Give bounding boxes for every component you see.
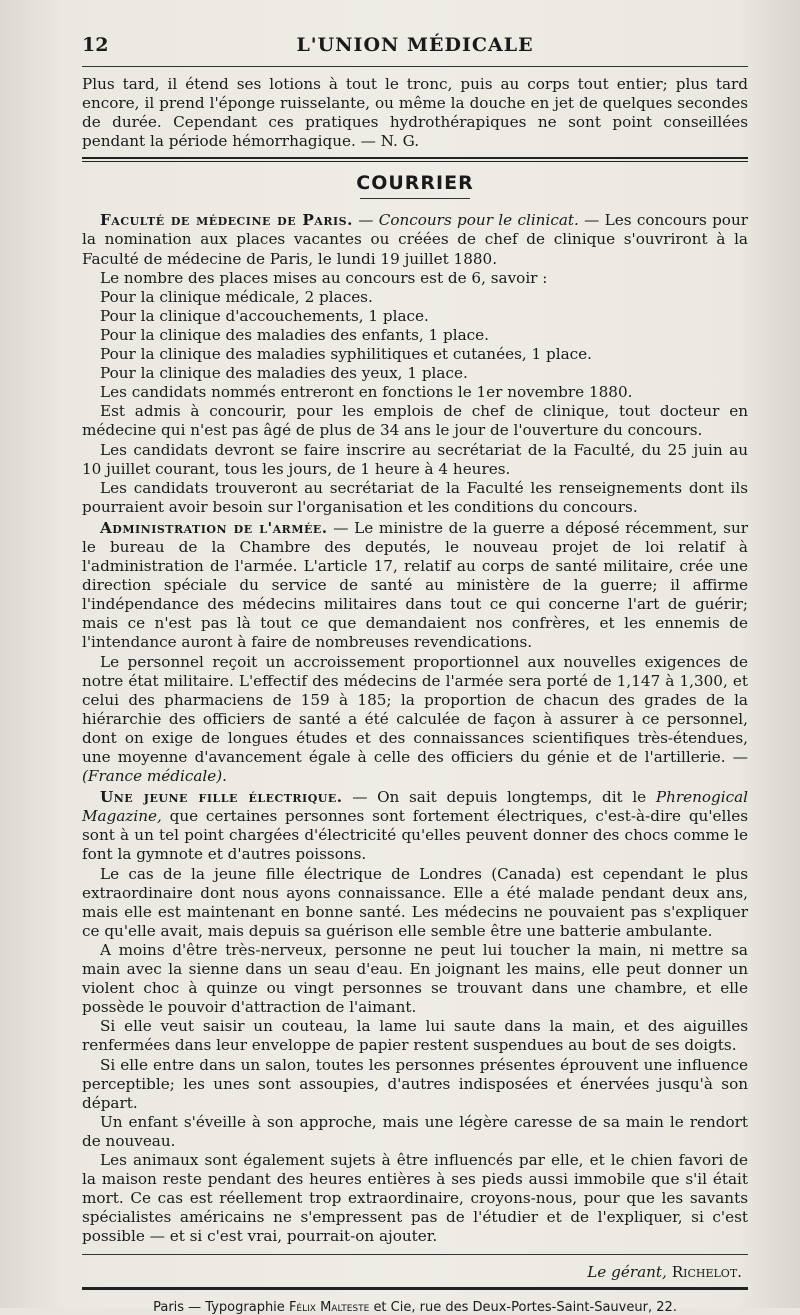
faculte-line: Les candidats nommés entreront en fonctions le 1er novembre 1880. (100, 383, 633, 402)
faculte-line: Le nombre des places mises au concours est de 6, savoir : (100, 268, 548, 287)
signature-label: Le gérant, (587, 1263, 667, 1282)
faculte-line: Pour la clinique des maladies des enfants, 1 place. (100, 325, 489, 344)
footer-rule (82, 1287, 748, 1290)
faculte-lead-paragraph: Faculté de médecine de Paris. — Concours pour le clinicat. — Les concours pour la nomination aux places vacantes ou créées de chef de clinique s'ouvriront à la Faculté de médecine de Paris, le lundi 19 juillet 1880. (82, 211, 748, 268)
faculte-line: Pour la clinique d'accouchements, 1 place. (100, 306, 429, 325)
page-number: 12 (82, 34, 109, 56)
faculte-line: Pour la clinique des maladies des yeux, 1 place. (100, 364, 468, 383)
faculte-lead-text: — Les concours pour la nomination aux places vacantes ou créées de chef de clinique s'ouvriront à la Faculté de médecine de Paris, le lundi 19 juillet 1880. (82, 211, 748, 268)
armee-source: (France médicale). (82, 767, 228, 786)
signature (82, 1263, 748, 1281)
fille-lead-b: que certaines personnes sont fortement électriques, c'est-à-dire qu'elles sont à un tel point chargées d'électricité qu'elles peuvent donner des chocs comme le font la gymnote et d'autres poissons. (82, 807, 748, 864)
fille-paragraph: Si elle veut saisir un couteau, la lame lui saute dans la main, et des aiguilles renfermées dans leur enveloppe de papier restent suspendues au bout de ses doigts. (82, 1017, 748, 1055)
signature-rule (82, 1254, 748, 1255)
faculte-line: Pour la clinique médicale, 2 places. (100, 287, 373, 306)
footer-printer: Félix Malteste (288, 1300, 370, 1315)
header-rule (82, 66, 748, 67)
section-title: COURRIER (356, 172, 474, 195)
faculte-heading: Faculté de médecine de Paris. (100, 211, 353, 230)
section-divider (82, 157, 748, 162)
armee-text-2: Le personnel reçoit un accroissement proportionnel aux nouvelles exigences de notre état militaire. L'effectif des médecins de l'armée sera porté de 1,147 à 1,300, et celui des pharmaciens de 159 à 185; la proportion de chacun des grades de la hiérarchie des officiers de santé a été calculée de façon à assurer à ce personnel, dont on exige de longues études et des connaissances scientifiques très-étendues, une moyenne d'avancement égale à celle des officiers du génie et de l'artillerie. — (82, 652, 748, 766)
running-header (82, 28, 748, 62)
fille-paragraph: Un enfant s'éveille à son approche, mais une légère caresse de sa main le rendort de nouveau. (82, 1112, 748, 1150)
footer-text-b: et Cie, rue des Deux-Portes-Saint-Sauveur, 22. (373, 1300, 677, 1315)
armee-paragraph (82, 653, 748, 787)
signature-name: Richelot. (671, 1263, 742, 1282)
faculte-paragraph: Est admis à concourir, pour les emplois de chef de clinique, tout docteur en médecine qui n'est pas âgé de plus de 34 ans le jour de l'ouverture du concours. (82, 402, 748, 440)
fille-paragraph: Le cas de la jeune fille électrique de Londres (Canada) est cependant le plus extraordinaire dont nous ayons connaissance. Elle a été malade pendant deux ans, mais elle est maintenant en bonne santé. Les médecins ne pouvaient pas s'expliquer ce qu'elle avait, mais depuis sa guérison elle semble être une batterie ambulante. (82, 864, 748, 940)
journal-title: L'UNION MÉDICALE (296, 34, 534, 56)
fille-lead-paragraph (82, 788, 748, 864)
faculte-subject: Concours pour le clinicat. (378, 211, 579, 230)
armee-heading: Administration de l'armée. (100, 518, 328, 537)
faculte-paragraph: Les candidats devront se faire inscrire au secrétariat de la Faculté, du 25 juin au 10 juillet courant, tous les jours, de 1 heure à 4 heures. (82, 440, 748, 478)
intro-paragraph: Plus tard, il étend ses lotions à tout le tronc, puis au corps tout entier; plus tard encore, il prend l'éponge ruisselante, ou même la douche en jet de quelques secondes de durée. Cependant ces pratiques hydrothérapiques ne sont point conseillées pendant la période hémorrhagique. — N. G. (82, 75, 748, 151)
fille-lead-a: — On sait depuis longtemps, dit le (352, 788, 647, 807)
fille-magazine: Phrenogical Magazine, (82, 788, 749, 826)
armee-lead-paragraph (82, 519, 748, 653)
fille-paragraph: Si elle entre dans un salon, toutes les personnes présentes éprouvent une influence perceptible; les unes sont assoupies, d'autres indisposées et énervées jusqu'à son départ. (82, 1055, 748, 1112)
fille-heading: Une jeune fille électrique. (100, 788, 343, 807)
footer-text-a: Paris — Typographie (153, 1300, 285, 1315)
fille-paragraph: A moins d'être très-nerveux, personne ne peut lui toucher la main, ni mettre sa main avec la sienne dans un seau d'eau. En joignant les mains, elle peut donner un violent choc à quinze ou vingt personnes se trouvant dans une chambre, et elle possède le pouvoir d'attraction de l'aimant. (82, 940, 748, 1017)
fille-paragraph: Les animaux sont également sujets à être influencés par elle, et le chien favori de la maison reste pendant des heures entières à ses pieds aussi immobile que s'il était mort. Ce cas est réellement trop extraordinaire, croyons-nous, pour que les savants spécialistes américains ne s'empressent pas de l'étudier et de l'expliquer, si c'est possible — et si c'est vrai, pourrait-on ajouter. (82, 1150, 748, 1246)
section-title-rule (360, 198, 470, 199)
armee-text: — Le ministre de la guerre a déposé récemment, sur le bureau de la Chambre des deputés, le nouveau projet de loi relatif à l'administration de l'armée. L'article 17, relatif au corps de santé militaire, crée une direction spéciale du service de santé au ministère de la guerre; il affirme l'indépendance des médecins militaires dans tout ce qui concerne l'art de guérir; mais ce n'est pas là tout ce que demandaient nos confrères, et les ennemis de l'intendance auront à faire de nombreuses revendications. (82, 518, 748, 652)
faculte-line: Pour la clinique des maladies syphilitiques et cutanées, 1 place. (100, 345, 592, 364)
faculte-paragraph: Les candidats trouveront au secrétariat de la Faculté les renseignements dont ils pourraient avoir besoin sur l'organisation et les conditions du concours. (82, 478, 748, 516)
